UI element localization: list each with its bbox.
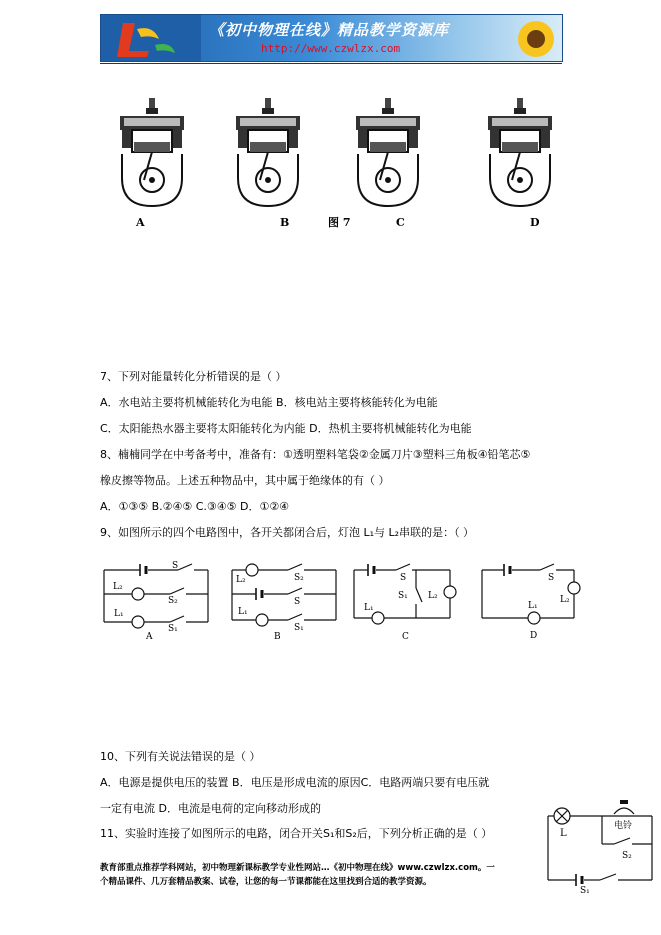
circuit-q11 <box>540 796 658 894</box>
q11-stem: 11、实验时连接了如图所示的电路，闭合开关S₁和S₂后，下列分析正确的是（ ） <box>100 827 493 840</box>
q8-options: A．①③⑤ B.②④⑤ C.③④⑤ D．①②④ <box>100 500 290 513</box>
q10-stem: 10、下列有关说法错误的是（ ） <box>100 750 261 763</box>
q8-stem-2: 橡皮擦等物品。上述五种物品中，其中属于绝缘体的有（ ） <box>100 474 390 487</box>
q9-stem: 9、如图所示的四个电路图中，各开关都闭合后，灯泡 L₁与 L₂串联的是：（ ） <box>100 526 475 539</box>
sunflower-icon <box>506 15 562 61</box>
circuit-a <box>100 558 212 642</box>
circuit-a-s: S <box>172 561 179 571</box>
circuit-d-l2: L₂ <box>560 595 570 605</box>
engine-label-d: D <box>530 216 540 229</box>
circuit-c-label: C <box>402 632 409 642</box>
q7-stem: 7、下列对能量转化分析错误的是（ ） <box>100 370 287 383</box>
circuit-b-s1: S₁ <box>294 623 304 633</box>
circuit-a-label: A <box>146 632 153 642</box>
banner-url: http://www.czwlzx.com <box>261 42 401 55</box>
engine-figure <box>110 98 570 233</box>
circuit-d <box>478 558 590 642</box>
circuit-b <box>228 558 340 642</box>
q11-s2-label: S₂ <box>622 851 632 861</box>
circuit-b-label: B <box>274 632 281 642</box>
q7-options-1: A．水电站主要将机械能转化为电能 B．核电站主要将核能转化为电能 <box>100 396 438 409</box>
footer-line-2: 个精品课件、几万套精品教案、试卷，让您的每一节课都能在这里找到合适的教学资源。 <box>100 877 432 887</box>
engine-d <box>488 98 552 206</box>
header-rule <box>100 63 562 64</box>
circuit-a-s2: S₂ <box>168 596 178 606</box>
q10-options-2: 一定有电流 D．电流是电荷的定向移动形成的 <box>100 802 321 815</box>
circuit-d-label: D <box>530 631 538 641</box>
circuit-c-s: S <box>400 573 407 583</box>
engine-label-c: C <box>396 216 405 229</box>
circuit-c-s1: S₁ <box>398 591 408 601</box>
circuit-c-l1: L₁ <box>364 603 374 613</box>
circuit-d-l1: L₁ <box>528 601 538 611</box>
circuit-c-l2: L₂ <box>428 591 438 601</box>
logo-icon <box>101 15 201 61</box>
footer-line-1: 教育部重点推荐学科网站，初中物理新课标教学专业性网站…《初中物理在线》www.czwlzx.com。一 <box>100 863 495 873</box>
circuit-b-l1: L₁ <box>238 607 248 617</box>
circuit-a-s1: S₁ <box>168 624 178 634</box>
circuit-b-l2: L₂ <box>236 575 246 585</box>
header-banner <box>100 14 563 62</box>
engine-label-b: B <box>280 216 290 229</box>
circuit-d-s: S <box>548 573 555 583</box>
engine-c <box>356 98 420 206</box>
circuit-b-s: S <box>294 597 301 607</box>
q10-options-1: A．电源是提供电压的装置 B．电压是形成电流的原因C．电路两端只要有电压就 <box>100 776 490 789</box>
q11-bell-label: 电铃 <box>614 821 633 831</box>
circuit-c <box>350 558 462 642</box>
q8-stem: 8、楠楠同学在中考备考中，准备有：①透明塑料笔袋②金属刀片③塑料三角板④铅笔芯⑤ <box>100 448 531 461</box>
engine-label-a: A <box>136 216 145 229</box>
banner-title: 《初中物理在线》精品教学资源库 <box>209 21 450 39</box>
q11-lamp-label: L <box>560 828 567 839</box>
engine-b <box>236 98 300 206</box>
figure-caption: 图 7 <box>328 216 351 229</box>
circuit-a-l1: L₁ <box>114 609 124 619</box>
q7-options-2: C．太阳能热水器主要将太阳能转化为内能 D．热机主要将机械能转化为电能 <box>100 422 472 435</box>
circuit-b-s2: S₂ <box>294 573 304 583</box>
q11-s1-label: S₁ <box>580 886 590 894</box>
engine-a <box>120 98 184 206</box>
circuit-a-l2: L₂ <box>113 582 123 592</box>
